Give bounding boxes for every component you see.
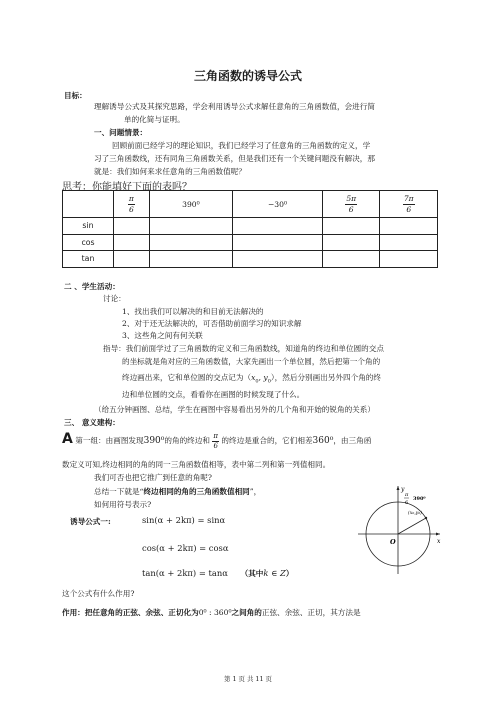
table-cell[interactable] xyxy=(114,251,150,268)
group1-line-3: 我们可否也把它推广到任意的角呢? xyxy=(94,473,212,482)
terminal-side xyxy=(398,518,426,534)
unit-circle-figure xyxy=(352,482,442,576)
table-header-row xyxy=(63,191,438,218)
activity-note: （给五分钟画图、总结，学生在画图中容易看出另外的几个角和开始的锐角的关系） xyxy=(94,405,375,414)
intersection-point xyxy=(425,517,427,519)
page-footer: 第 1 页 共 11 页 xyxy=(224,675,272,683)
goal-line-2: 单的化简与证明。 xyxy=(124,115,185,124)
table-cell[interactable] xyxy=(149,218,232,235)
guide-line-4: 边和单位圆的交点，看看你在画图的时候发现了什么。 xyxy=(122,390,305,399)
page-title: 三角函数的诱导公式 xyxy=(193,69,302,83)
discuss-item-1: 1、找出我们可以解决的和目前无法解决的 xyxy=(122,307,264,316)
guide-line-2: 的坐标就是角对应的三角函数值，大家先画出一个单位圆，然后把第一个角的 xyxy=(122,357,381,366)
discuss-item-2: 2、对于还无法解决的，可否借助前面学习的知识求解 xyxy=(122,319,302,328)
goal-line-1: 理解诱导公式及其探究思路，学会利用诱导公式求解任意角的三角函数值，会进行简 xyxy=(94,102,375,111)
section1-para-1: 回顾前面已经学习的理论知识，我们已经学习了任意角的三角函数的定义，学 xyxy=(112,141,371,150)
formula-use-line: 作用：把任意角的正弦、余弦、正切化为0⁰ : 360⁰之间角的正弦、余弦、正切，其方法是 xyxy=(62,608,361,617)
formula-sin: sin(α + 2kπ) = sinα xyxy=(142,515,226,525)
table-cell[interactable] xyxy=(114,234,150,251)
table-cell[interactable] xyxy=(380,218,438,235)
think-question: 思考：你能填好下面的表吗？ xyxy=(62,182,192,193)
section2-heading: 二 、学生活动： xyxy=(64,282,120,291)
table-corner-cell xyxy=(63,191,114,218)
table-cell[interactable] xyxy=(380,234,438,251)
formula-cos: cos(α + 2kπ) = cosα xyxy=(142,543,229,553)
table-cell[interactable] xyxy=(232,251,322,268)
section3-heading: 三、 意义建构： xyxy=(64,418,120,427)
y-label: y xyxy=(401,486,405,493)
angle-390-label: 390⁰ xyxy=(413,496,426,502)
x-axis-arrow-icon xyxy=(436,533,440,536)
formula-tan: tan(α + 2kπ) = tanα （其中k ∈ Z） xyxy=(142,568,294,578)
table-cell[interactable] xyxy=(232,234,322,251)
formula-question: 这个公式有什么作用? xyxy=(62,589,135,598)
discuss-label: 讨论： xyxy=(103,294,126,303)
table-header-390: 390⁰ xyxy=(149,191,232,218)
table-cell[interactable] xyxy=(232,218,322,235)
table-header-minus30: −30⁰ xyxy=(232,191,322,218)
table-row xyxy=(63,234,438,251)
group1-line-4: 总结一下就是“终边相同的角的三角函数值相同”， xyxy=(94,487,262,496)
discuss-item-3: 3、这些角之间有何关联 xyxy=(122,331,203,340)
value-table xyxy=(62,190,438,268)
angle-num: π xyxy=(405,492,409,498)
section1-heading: 一、问题情景： xyxy=(94,128,148,137)
row-label-cos: cos xyxy=(63,234,114,251)
y-axis-arrow-icon xyxy=(397,486,400,490)
table-cell[interactable] xyxy=(322,251,380,268)
table-cell[interactable] xyxy=(322,218,380,235)
group1-line-1: A 第一组：由画图发现390⁰的角的终边和 $\frac{\pi}{6}$ 的终边是重合的，它们相差360⁰，由三角函 xyxy=(62,431,372,450)
table-cell[interactable] xyxy=(322,234,380,251)
row-label-sin: sin xyxy=(63,218,114,235)
table-header-5pi-6: $\frac{5\pi}{6}$ xyxy=(322,191,380,218)
section1-para-2: 习了三角函数线，还有同角三角函数关系，但是我们还有一个关键问题没有解决，那 xyxy=(94,154,375,163)
table-cell[interactable] xyxy=(149,251,232,268)
table-row xyxy=(63,218,438,235)
formula-label: 诱导公式一: xyxy=(70,517,111,526)
table-header-7pi-6: $\frac{7\pi}{6}$ xyxy=(380,191,438,218)
goal-heading: 目标： xyxy=(64,91,87,100)
table-cell[interactable] xyxy=(149,234,232,251)
table-row xyxy=(63,251,438,268)
group1-line-2: 数定义可知,终边相同的角的同一三角函数值相等，表中第二列和第一列值相同。 xyxy=(62,460,331,469)
table-cell[interactable] xyxy=(114,218,150,235)
table-header-pi-6: $\frac{\pi}{6}$ xyxy=(114,191,150,218)
guide-line-1: 指导：我们前面学过了三角函数的定义和三角函数线，知道角的终边和单位圆的交点 xyxy=(103,344,384,353)
group1-line-5: 如何用符号表示? xyxy=(94,500,152,509)
row-label-tan: tan xyxy=(63,251,114,268)
table-cell[interactable] xyxy=(380,251,438,268)
angle-den: 6 xyxy=(405,500,409,506)
origin-label: O xyxy=(390,538,396,546)
x-label: x xyxy=(437,538,441,545)
point-label: (x₀,y₀) xyxy=(408,511,422,516)
guide-line-3: 终边画出来，它和单位圆的交点记为（$x_0$, $y_0$），然后分别画出另外四个角的终 xyxy=(122,373,381,385)
section1-para-3: 就是：我们如何来求任意角的三角函数值呢？ xyxy=(94,167,246,176)
